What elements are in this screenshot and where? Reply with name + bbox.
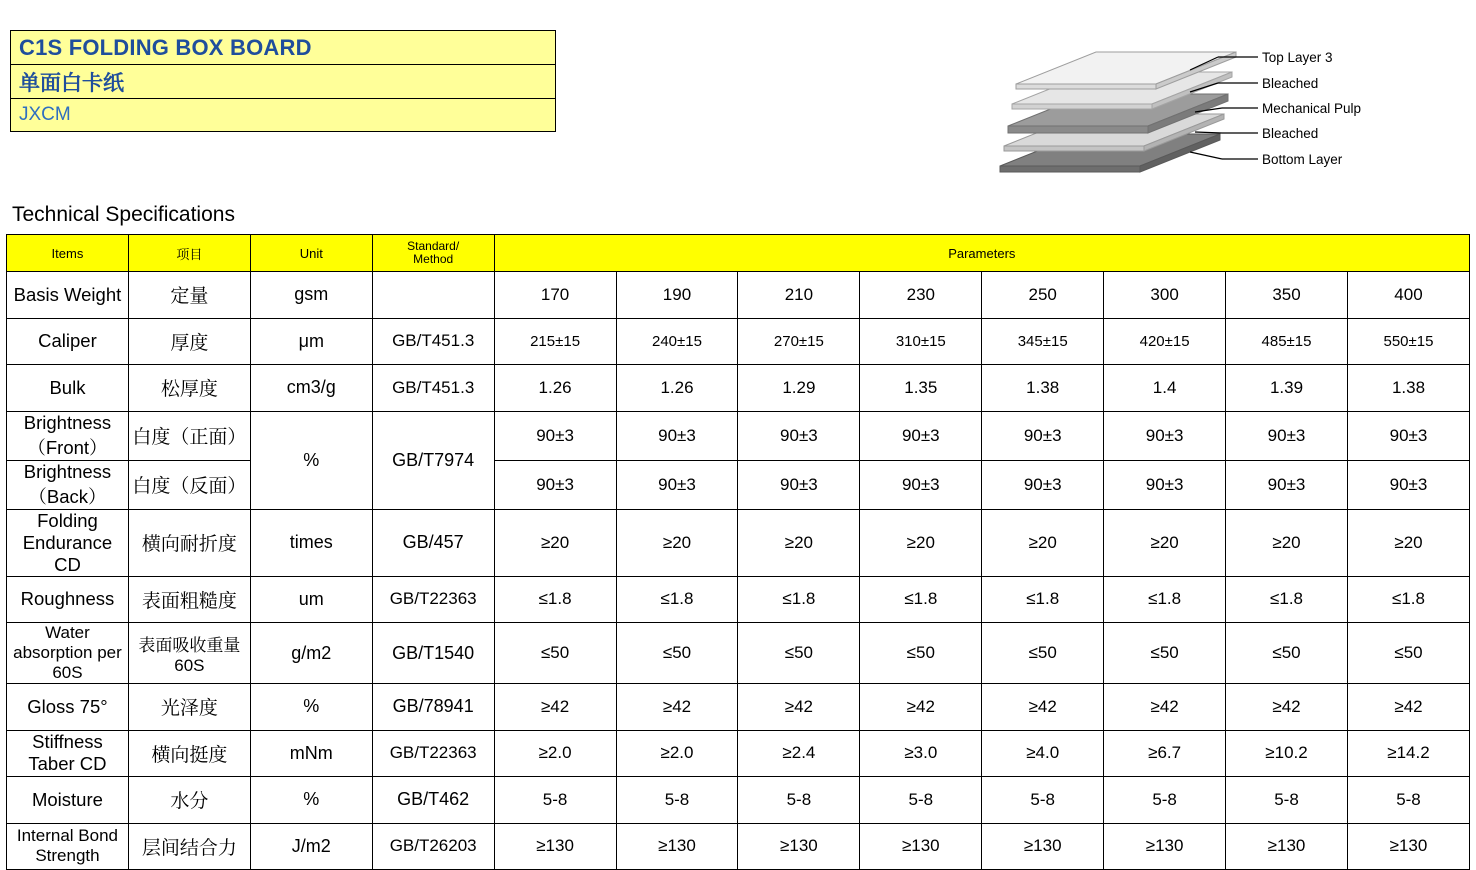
cell-parameter: 90±3 (494, 411, 616, 460)
layer-label-bleached-lower: Bleached (1262, 126, 1319, 141)
cell-parameter: ≥130 (1226, 823, 1348, 870)
cell-parameter: 90±3 (494, 460, 616, 509)
cell-unit: gsm (250, 272, 372, 319)
cell-parameter: 90±3 (1104, 460, 1226, 509)
cell-parameter: ≤1.8 (860, 576, 982, 623)
header-standard-method (372, 235, 494, 272)
cell-item-name-chinese: 表面吸收重量60S (128, 623, 250, 684)
cell-unit: μm (250, 318, 372, 365)
table-row (7, 365, 1470, 412)
cell-item-name: Gloss 75° (7, 684, 129, 731)
cell-standard-method: GB/T451.3 (372, 318, 494, 365)
document-header (10, 30, 556, 132)
cell-parameter: 550±15 (1347, 318, 1469, 365)
cell-item-name-chinese: 水分 (128, 777, 250, 824)
technical-specifications-table (6, 234, 1470, 870)
cell-parameter: 1.4 (1104, 365, 1226, 412)
table-row (7, 272, 1470, 319)
cell-parameter: 310±15 (860, 318, 982, 365)
cell-parameter: ≥14.2 (1347, 730, 1469, 777)
cell-parameter: 345±15 (982, 318, 1104, 365)
cell-parameter: 90±3 (738, 460, 860, 509)
cell-parameter: 90±3 (860, 460, 982, 509)
table-row (7, 684, 1470, 731)
table-row (7, 777, 1470, 824)
cell-item-name: Brightness （Front） (7, 411, 129, 460)
cell-item-name-chinese: 白度（反面） (128, 460, 250, 509)
cell-parameter: ≥10.2 (1226, 730, 1348, 777)
cell-parameter: ≤50 (860, 623, 982, 684)
cell-parameter: 240±15 (616, 318, 738, 365)
cell-item-name-chinese: 厚度 (128, 318, 250, 365)
cell-standard-method (372, 272, 494, 319)
cell-parameter: ≥130 (1104, 823, 1226, 870)
cell-standard-method: GB/T7974 (372, 411, 494, 509)
layers-illustration (990, 26, 1430, 191)
cell-parameter: 5-8 (494, 777, 616, 824)
cell-parameter: 5-8 (738, 777, 860, 824)
cell-parameter: ≥3.0 (860, 730, 982, 777)
cell-parameter: ≤1.8 (1104, 576, 1226, 623)
cell-parameter: ≤50 (1226, 623, 1348, 684)
cell-item-name: Folding Endurance CD (7, 509, 129, 576)
cell-parameter: ≥20 (1347, 509, 1469, 576)
cell-parameter: ≥2.4 (738, 730, 860, 777)
cell-item-name: Caliper (7, 318, 129, 365)
cell-parameter: 485±15 (1226, 318, 1348, 365)
cell-item-name-chinese: 横向挺度 (128, 730, 250, 777)
table-row (7, 318, 1470, 365)
layer-label-top: Top Layer 3 (1262, 50, 1333, 65)
table-body (7, 272, 1470, 870)
layer-label-bottom: Bottom Layer (1262, 152, 1343, 167)
cell-parameter: ≥20 (860, 509, 982, 576)
cell-parameter: 1.39 (1226, 365, 1348, 412)
cell-item-name: Roughness (7, 576, 129, 623)
cell-parameter: ≤1.8 (1226, 576, 1348, 623)
cell-item-name: Stiffness Taber CD (7, 730, 129, 777)
header-standard-line1: Standard/ (407, 238, 460, 253)
cell-parameter: ≤1.8 (616, 576, 738, 623)
cell-item-name-chinese: 定量 (128, 272, 250, 319)
title-english: C1S FOLDING BOX BOARD (19, 34, 312, 60)
table-row (7, 411, 1470, 460)
cell-standard-method: GB/457 (372, 509, 494, 576)
header-items-chinese: 项目 (128, 235, 250, 272)
cell-parameter: ≥42 (1226, 684, 1348, 731)
cell-parameter: 90±3 (616, 411, 738, 460)
title-band-chinese (10, 64, 556, 98)
cell-parameter: 250 (982, 272, 1104, 319)
cell-parameter: ≥4.0 (982, 730, 1104, 777)
cell-parameter: ≥130 (1347, 823, 1469, 870)
header-standard-line2: Method (413, 252, 454, 266)
cell-parameter: ≥42 (1104, 684, 1226, 731)
cell-parameter: ≥6.7 (1104, 730, 1226, 777)
cell-parameter: 90±3 (616, 460, 738, 509)
cell-standard-method: GB/T22363 (372, 576, 494, 623)
leader-line-bottom (1190, 152, 1222, 159)
board-layers-diagram (990, 26, 1430, 186)
table-row (7, 576, 1470, 623)
cell-standard-method: GB/T462 (372, 777, 494, 824)
cell-parameter: ≤50 (1104, 623, 1226, 684)
cell-item-name: Internal Bond Strength (7, 823, 129, 870)
cell-unit: g/m2 (250, 623, 372, 684)
cell-item-name-chinese: 横向耐折度 (128, 509, 250, 576)
cell-parameter: ≤50 (1347, 623, 1469, 684)
cell-parameter: ≤1.8 (1347, 576, 1469, 623)
cell-parameter: ≤1.8 (982, 576, 1104, 623)
table-header (7, 235, 1470, 272)
cell-parameter: ≤1.8 (738, 576, 860, 623)
cell-parameter: 5-8 (1347, 777, 1469, 824)
cell-parameter: ≥42 (860, 684, 982, 731)
cell-parameter: ≥130 (982, 823, 1104, 870)
layer-label-mechanical-pulp: Mechanical Pulp (1262, 101, 1362, 116)
cell-parameter: 90±3 (1226, 460, 1348, 509)
cell-parameter: 210 (738, 272, 860, 319)
cell-item-name: Basis Weight (7, 272, 129, 319)
cell-parameter: 5-8 (860, 777, 982, 824)
cell-parameter: ≥42 (982, 684, 1104, 731)
cell-parameter: 90±3 (1104, 411, 1226, 460)
cell-item-name: Water absorption per 60S (7, 623, 129, 684)
cell-item-name: Moisture (7, 777, 129, 824)
cell-parameter: 5-8 (982, 777, 1104, 824)
cell-parameter: ≥130 (738, 823, 860, 870)
cell-parameter: ≥130 (860, 823, 982, 870)
cell-parameter: ≥130 (616, 823, 738, 870)
cell-parameter: 230 (860, 272, 982, 319)
cell-item-name-chinese: 层间结合力 (128, 823, 250, 870)
cell-parameter: ≥2.0 (494, 730, 616, 777)
cell-parameter: 1.35 (860, 365, 982, 412)
cell-item-name: Bulk (7, 365, 129, 412)
cell-item-name-chinese: 表面粗糙度 (128, 576, 250, 623)
cell-parameter: ≥20 (738, 509, 860, 576)
cell-standard-method: GB/78941 (372, 684, 494, 731)
cell-parameter: 170 (494, 272, 616, 319)
cell-parameter: 1.26 (494, 365, 616, 412)
cell-item-name-chinese: 松厚度 (128, 365, 250, 412)
cell-parameter: 1.38 (982, 365, 1104, 412)
cell-parameter: 90±3 (860, 411, 982, 460)
cell-parameter: 270±15 (738, 318, 860, 365)
title-chinese: 单面白卡纸 (19, 71, 124, 95)
cell-unit: % (250, 411, 372, 509)
cell-parameter: 90±3 (982, 411, 1104, 460)
cell-parameter: ≥42 (738, 684, 860, 731)
cell-parameter: 90±3 (982, 460, 1104, 509)
cell-parameter: ≥20 (616, 509, 738, 576)
cell-parameter: ≤50 (982, 623, 1104, 684)
cell-parameter: 420±15 (1104, 318, 1226, 365)
cell-parameter: ≥42 (1347, 684, 1469, 731)
table-row (7, 623, 1470, 684)
header-parameters: Parameters (494, 235, 1469, 272)
page-title: Technical Specifications (12, 203, 235, 226)
leader-line-bleached-lower (1195, 132, 1222, 133)
cell-standard-method: GB/T22363 (372, 730, 494, 777)
cell-parameter: ≤50 (738, 623, 860, 684)
cell-parameter: ≤50 (616, 623, 738, 684)
table-header-row (7, 235, 1470, 272)
cell-item-name-chinese: 光泽度 (128, 684, 250, 731)
cell-unit: cm3/g (250, 365, 372, 412)
cell-parameter: 5-8 (1104, 777, 1226, 824)
cell-parameter: ≥42 (616, 684, 738, 731)
cell-parameter: 90±3 (1347, 460, 1469, 509)
title-band-brand (10, 98, 556, 132)
cell-parameter: 5-8 (1226, 777, 1348, 824)
cell-parameter: ≥130 (494, 823, 616, 870)
cell-parameter: 90±3 (1347, 411, 1469, 460)
cell-parameter: 300 (1104, 272, 1226, 319)
cell-parameter: 90±3 (738, 411, 860, 460)
cell-parameter: 5-8 (616, 777, 738, 824)
cell-parameter: ≥42 (494, 684, 616, 731)
cell-unit: mNm (250, 730, 372, 777)
cell-item-name-chinese: 白度（正面） (128, 411, 250, 460)
cell-parameter: ≥2.0 (616, 730, 738, 777)
table-row (7, 460, 1470, 509)
cell-parameter: ≤50 (494, 623, 616, 684)
cell-parameter: ≥20 (1226, 509, 1348, 576)
cell-standard-method: GB/T1540 (372, 623, 494, 684)
cell-unit: J/m2 (250, 823, 372, 870)
cell-standard-method: GB/T451.3 (372, 365, 494, 412)
cell-unit: um (250, 576, 372, 623)
cell-parameter: 1.29 (738, 365, 860, 412)
cell-item-name: Brightness （Back） (7, 460, 129, 509)
header-items: Items (7, 235, 129, 272)
cell-parameter: 1.38 (1347, 365, 1469, 412)
cell-parameter: 215±15 (494, 318, 616, 365)
cell-unit: times (250, 509, 372, 576)
cell-parameter: 190 (616, 272, 738, 319)
cell-parameter: ≥20 (1104, 509, 1226, 576)
table-row (7, 730, 1470, 777)
table-row (7, 823, 1470, 870)
cell-parameter: 1.26 (616, 365, 738, 412)
header-unit: Unit (250, 235, 372, 272)
cell-parameter: 90±3 (1226, 411, 1348, 460)
table-row (7, 509, 1470, 576)
title-band-english (10, 30, 556, 64)
cell-parameter: ≥20 (982, 509, 1104, 576)
layer-label-bleached-upper: Bleached (1262, 76, 1319, 91)
cell-parameter: ≥20 (494, 509, 616, 576)
cell-parameter: 350 (1226, 272, 1348, 319)
cell-unit: % (250, 777, 372, 824)
cell-parameter: 400 (1347, 272, 1469, 319)
brand-name: JXCM (19, 104, 71, 125)
cell-standard-method: GB/T26203 (372, 823, 494, 870)
cell-parameter: ≤1.8 (494, 576, 616, 623)
cell-unit: % (250, 684, 372, 731)
